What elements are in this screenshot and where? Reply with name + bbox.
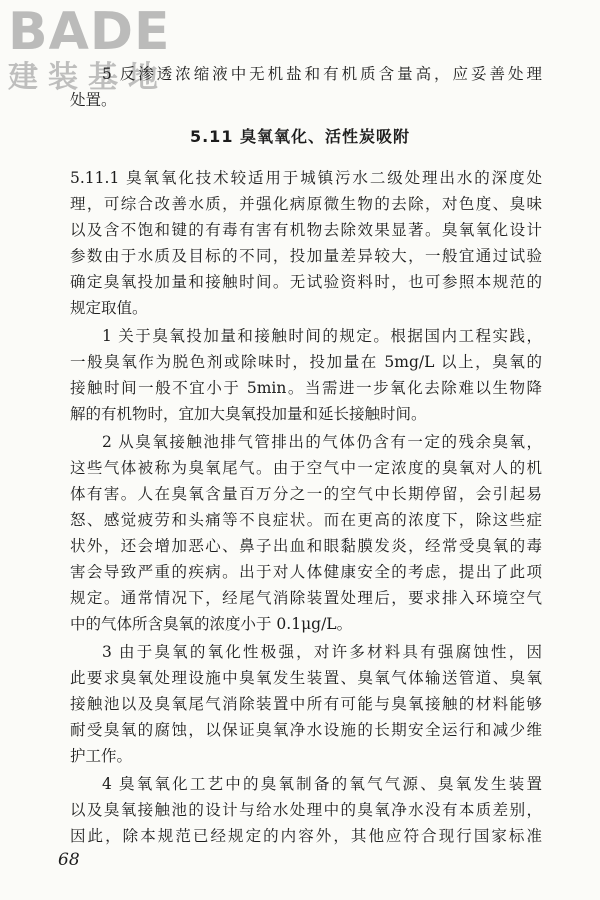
bade-watermark-logo — [8, 2, 178, 101]
item-3-line: 3 由于臭氧的氧化性极强，对许多材料具有强腐蚀性，因 — [102, 643, 542, 661]
text-line: 解的有机物时，宜加大臭氧投加量和延长接触时间。 — [70, 405, 427, 423]
text-line: 理，可综合改善水质，并强化病原微生物的去除，对色度、臭味 — [70, 195, 542, 213]
clause-5-11-1-line: 5.11.1 臭氧氧化技术较适用于城镇污水二级处理出水的深度处 — [70, 169, 542, 187]
text-line: 以及含不饱和键的有毒有害有机物去除效果显著。臭氧氧化设计 — [70, 221, 542, 239]
text-line: 怒、感觉疲劳和头痛等不良症状。而在更高的浓度下，除这些症 — [70, 511, 542, 529]
text-line: 状外，还会增加恶心、鼻子出血和眼黏膜发炎，经常受臭氧的毒 — [70, 537, 542, 555]
text-line: 接触池以及臭氧尾气消除装置中所有可能与臭氧接触的材料能够 — [70, 695, 542, 713]
text-line: 体有害。人在臭氧含量百万分之一的空气中长期停留，会引起易 — [70, 485, 542, 503]
text-line: 护工作。 — [70, 747, 133, 765]
text-line: 中的气体所含臭氧的浓度小于 0.1μg/L。 — [70, 615, 353, 633]
text-line: 害会导致严重的疾病。出于对人体健康安全的考虑，提出了此项 — [70, 563, 542, 581]
watermark-cjk: 建装基地 — [8, 60, 168, 95]
watermark-latin: BADE — [8, 2, 171, 62]
text-line: 以及臭氧接触池的设计与给水处理中的臭氧净水没有本质差别， — [70, 801, 542, 819]
item-4-line: 4 臭氧氧化工艺中的臭氧制备的氧气气源、臭氧发生装置 — [102, 775, 542, 793]
section-heading: 5.11 臭氧氧化、活性炭吸附 — [189, 127, 411, 146]
text-line: 规定。通常情况下，经尾气消除装置处理后，要求排入环境空气 — [70, 589, 542, 607]
text-line: 一般臭氧作为脱色剂或除味时，投加量在 5mg/L 以上，臭氧的 — [70, 353, 542, 371]
text-line: 处置。 — [70, 91, 117, 109]
text-line: 参数由于水质及目标的不同，投加量差异较大，一般宜通过试验 — [70, 247, 542, 265]
text-line: 耐受臭氧的腐蚀，以保证臭氧净水设施的长期安全运行和减少维 — [70, 721, 542, 739]
text-line: 接触时间一般不宜小于 5min。当需进一步氧化去除难以生物降 — [70, 379, 542, 397]
text-line: 5 反渗透浓缩液中无机盐和有机质含量高，应妥善处理 — [102, 65, 542, 83]
text-line: 此要求臭氧处理设施中臭氧发生装置、臭氧气体输送管道、臭氧 — [70, 669, 542, 687]
text-line: 这些气体被称为臭氧尾气。由于空气中一定浓度的臭氧对人的机 — [70, 459, 542, 477]
text-line: 规定取值。 — [70, 299, 148, 317]
text-line: 因此，除本规范已经规定的内容外，其他应符合现行国家标准 — [70, 827, 542, 845]
text-line: 确定臭氧投加量和接触时间。无试验资料时，也可参照本规范的 — [70, 273, 542, 291]
page-number: 68 — [58, 850, 80, 870]
item-2-line: 2 从臭氧接触池排气管排出的气体仍含有一定的残余臭氧， — [102, 433, 542, 451]
item-1-line: 1 关于臭氧投加量和接触时间的规定。根据国内工程实践， — [102, 327, 542, 345]
